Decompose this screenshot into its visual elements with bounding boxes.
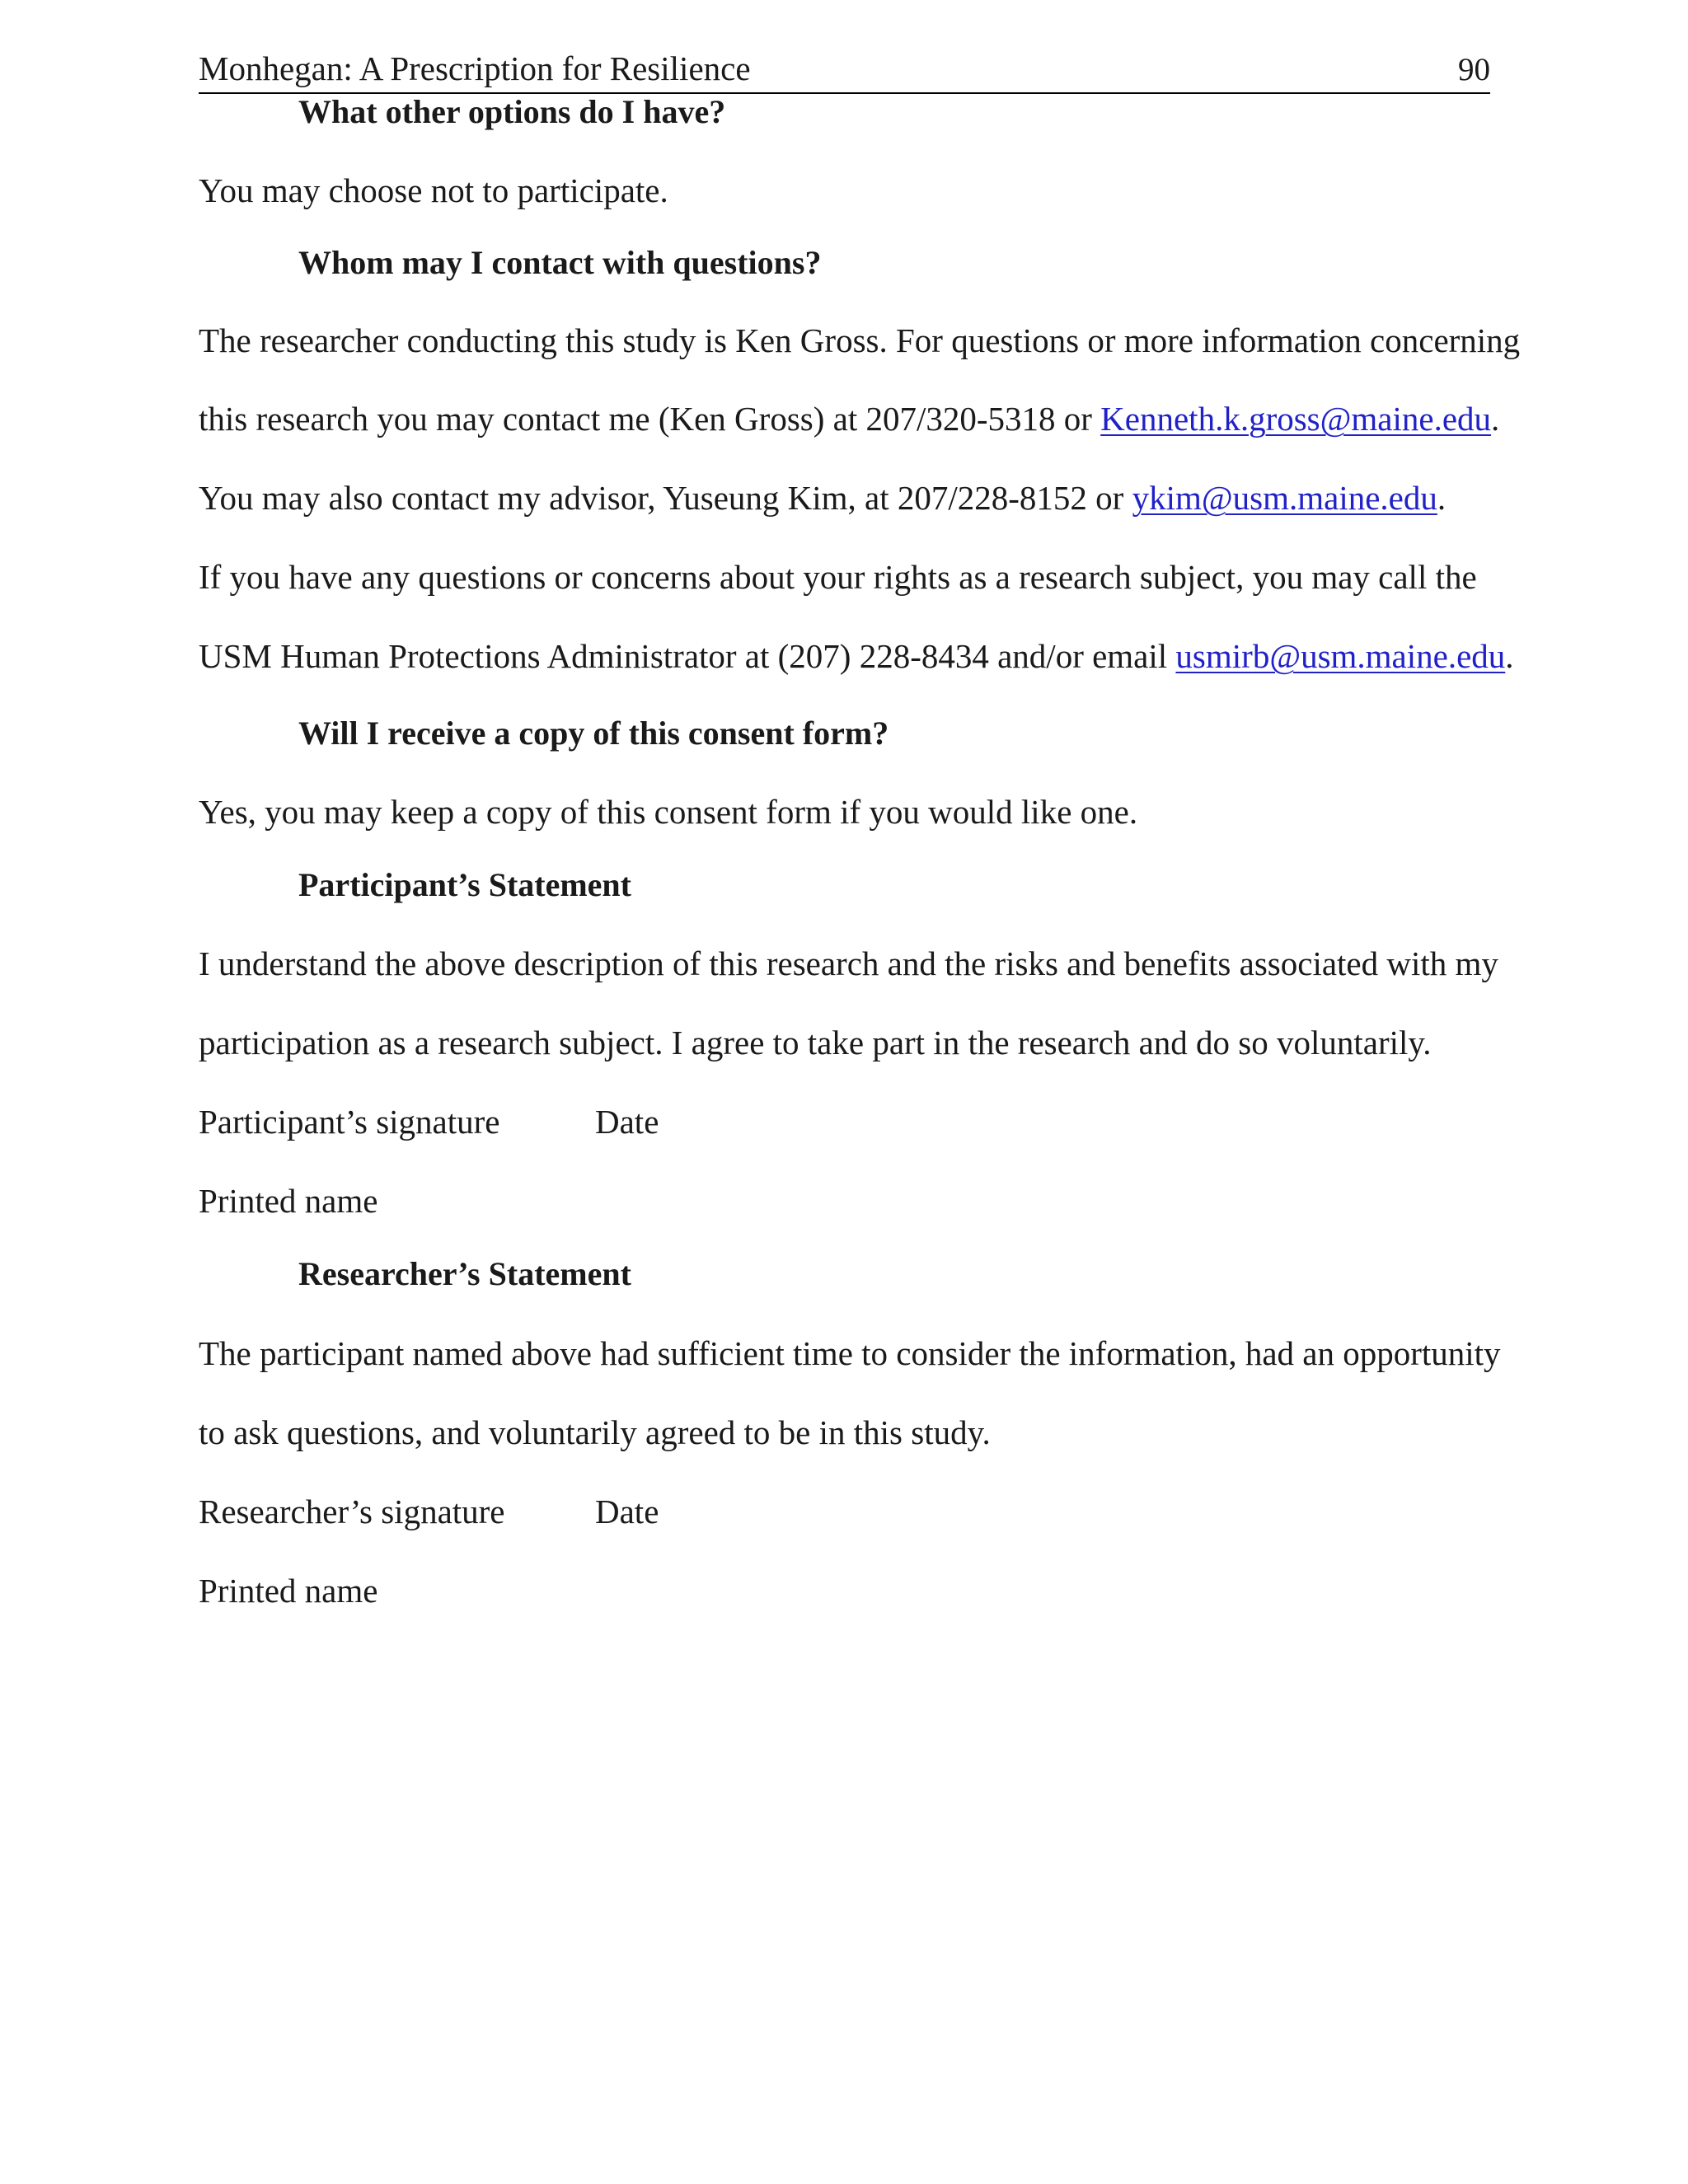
options-heading: What other options do I have?	[298, 93, 726, 130]
researcher-heading: Researcher’s Statement	[298, 1255, 631, 1292]
contact-line-5-end: .	[1505, 637, 1514, 675]
participant-line-1: I understand the above description of this research and the risks and benefits associated with my	[199, 944, 1498, 982]
researcher-date-label: Date	[595, 1493, 659, 1530]
copy-heading: Will I receive a copy of this consent form?	[298, 715, 889, 752]
researcher-line-2: to ask questions, and voluntarily agreed to be in this study.	[199, 1413, 991, 1451]
contact-line-3	[199, 478, 1446, 518]
irb-email-link[interactable]: usmirb@usm.maine.edu	[1175, 637, 1506, 675]
contact-line-2-text: this research you may contact me (Ken Gross) at 207/320-5318 or	[199, 400, 1101, 438]
contact-line-2	[199, 399, 1499, 438]
contact-line-4: If you have any questions or concerns about your rights as a research subject, you may call the	[199, 558, 1477, 596]
researcher-signature-label: Researcher’s signature	[199, 1493, 505, 1530]
contact-line-2-end: .	[1491, 400, 1500, 438]
running-title: Monhegan: A Prescription for Resilience	[199, 49, 751, 87]
options-text: You may choose not to participate.	[199, 171, 668, 209]
copy-text: Yes, you may keep a copy of this consent form if you would like one.	[199, 793, 1138, 831]
researcher-email-link[interactable]: Kenneth.k.gross@maine.edu	[1100, 400, 1492, 438]
researcher-printed-name-label: Printed name	[199, 1572, 378, 1610]
participant-signature-label: Participant’s signature	[199, 1103, 500, 1141]
contact-line-3-end: .	[1437, 479, 1447, 517]
contact-line-1: The researcher conducting this study is Ken Gross. For questions or more information concerning	[199, 321, 1521, 359]
advisor-email-link[interactable]: ykim@usm.maine.edu	[1132, 479, 1437, 517]
participant-printed-name-label: Printed name	[199, 1182, 378, 1220]
researcher-line-1: The participant named above had sufficient time to consider the information, had an opportunity	[199, 1334, 1501, 1372]
participant-heading: Participant’s Statement	[298, 866, 631, 903]
contact-heading: Whom may I contact with questions?	[298, 244, 822, 281]
contact-line-5-text: USM Human Protections Administrator at (207) 228-8434 and/or email	[199, 637, 1176, 675]
participant-date-label: Date	[595, 1103, 659, 1141]
participant-line-2: participation as a research subject. I agree to take part in the research and do so voluntarily.	[199, 1024, 1432, 1062]
page-number: 90	[1458, 52, 1490, 87]
running-header	[199, 45, 1490, 94]
contact-line-3-text: You may also contact my advisor, Yuseung Kim, at 207/228-8152 or	[199, 479, 1132, 517]
contact-line-5	[199, 636, 1514, 676]
